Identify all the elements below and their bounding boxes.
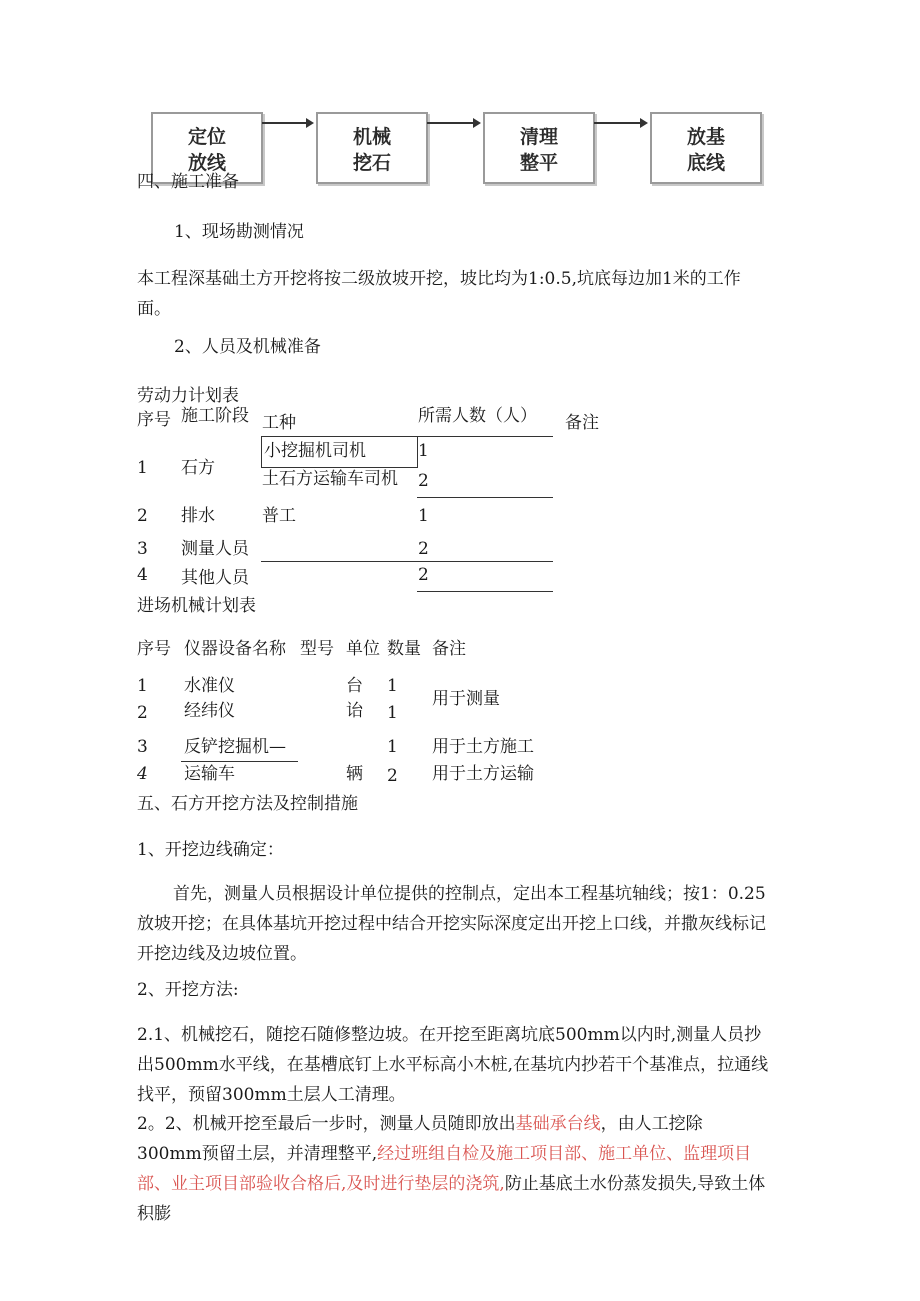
- section4-sub2: 2、人员及机械准备: [174, 337, 321, 357]
- section5-para3: [137, 1109, 773, 1229]
- labor-header-note: 备注: [565, 413, 599, 433]
- labor-row2-no: 2: [137, 506, 148, 526]
- labor-row4-stage: 其他人员: [181, 568, 249, 588]
- flow-step-3-line2: 整平: [519, 152, 558, 174]
- section5-para1: 首先，测量人员根据设计单位提供的控制点，定出本工程基坑轴线；按1：0.25放坡开挖；在具体基坑开挖过程中结合开挖实际深度定出开挖上口线，并撒灰线标记开挖边线及边坡位置。: [137, 884, 766, 964]
- machine-header-name: 仪器设备名称: [184, 639, 286, 659]
- flow-step-2-line1: 机械: [352, 126, 391, 148]
- labor-row1-no: 1: [137, 458, 148, 478]
- machine-header-note: 备注: [432, 639, 466, 659]
- flow-arrow-2: [427, 122, 479, 124]
- labor-row1-count1: 1: [418, 441, 429, 461]
- machine-title: 进场机械计划表: [137, 596, 256, 616]
- section5-heading: 五、石方开挖方法及控制措施: [137, 794, 358, 814]
- labor-header-count: 所需人数（人）: [418, 406, 537, 426]
- machine-row2-qty: 1: [387, 703, 398, 723]
- flow-step-1-line2: 放线: [187, 152, 226, 174]
- machine-row3-qty: 1: [387, 737, 398, 757]
- section5-sub1: 1、开挖边线确定：: [137, 840, 284, 860]
- labor-row2-stage: 排水: [181, 506, 215, 526]
- machine-row4-note: 用于土方运输: [432, 764, 534, 784]
- machine-row3-name: 反铲挖掘机—: [184, 737, 286, 757]
- flow-step-3-line1: 清理: [519, 126, 558, 148]
- machine-header-unit: 单位: [346, 639, 380, 659]
- flow-step-4-line1: 放基: [686, 126, 725, 148]
- labor-row3-count: 2: [418, 539, 429, 559]
- para3-red-inspection: 经过班组自检及施工项目部、施工单位、监理项目部、业主项目部验收合格后,及时进行垫层的浇筑,: [137, 1144, 752, 1194]
- flow-step-1-line1: 定位: [187, 126, 226, 148]
- machine-row2-unit: 诒: [346, 701, 363, 721]
- machine-row4-qty: 2: [387, 766, 398, 786]
- machine-header-no: 序号: [137, 639, 171, 659]
- labor-row2-trade: 普工: [262, 506, 296, 526]
- flow-arrow-3: [594, 122, 646, 124]
- labor-row4-no: 4: [137, 565, 148, 585]
- flow-step-2-line2: 挖石: [352, 152, 391, 174]
- labor-header-rule: [417, 436, 553, 437]
- machine-row3-note: 用于土方施工: [432, 737, 534, 757]
- labor-row3-rule: [261, 561, 553, 562]
- machine-row3-no: 3: [137, 737, 148, 757]
- para3-text-a: 2。2、机械开挖至最后一步时，测量人员随即放出: [137, 1114, 516, 1134]
- labor-row1-trade2: 土石方运输车司机: [262, 469, 398, 489]
- labor-row1-stage: 石方: [181, 458, 215, 478]
- machine-row4-unit: 辆: [346, 764, 363, 784]
- flow-step-3: [483, 112, 595, 184]
- para3-text-b: ，由人工挖除: [600, 1114, 703, 1134]
- flow-step-2: [316, 112, 428, 184]
- labor-header-no: 序号: [137, 410, 171, 430]
- machine-row2-no: 2: [137, 703, 148, 723]
- section5-sub2: 2、开挖方法:: [137, 980, 239, 1000]
- machine-header-qty: 数量: [387, 639, 421, 659]
- flow-step-4-line2: 底线: [686, 152, 725, 174]
- labor-header-stage: 施工阶段: [181, 406, 249, 426]
- labor-title: 劳动力计划表: [137, 386, 239, 406]
- machine-row1-name: 水准仪: [184, 676, 235, 696]
- para3-red-foundation: 基础承台线: [515, 1114, 601, 1134]
- section4-para1: 本工程深基础土方开挖将按二级放坡开挖，坡比均为1:0.5,坑底每边加1米的工作面。: [137, 269, 741, 319]
- machine-header-model: 型号: [300, 639, 334, 659]
- labor-header-trade: 工种: [262, 413, 296, 433]
- flow-arrow-1: [262, 122, 312, 124]
- machine-row1-qty: 1: [387, 676, 398, 696]
- labor-row1-count2: 2: [418, 471, 429, 491]
- section4-heading: 四、施工准备: [137, 172, 239, 192]
- machine-row1-unit: 台: [346, 676, 363, 696]
- para3-text-d: 防止基底土水份蒸发损失,导致土体积膨: [137, 1174, 766, 1224]
- machine-row1-no: 1: [137, 676, 148, 696]
- labor-row4-rule: [417, 591, 553, 592]
- section5-para2: 2.1、机械挖石，随挖石随修整边坡。在开挖至距离坑底500mm以内时,测量人员抄出500mm水平线，在基槽底钉上水平标高小木桩,在基坑内抄若干个基准点，拉通线找平，预留300mm土层人工清理。: [137, 1025, 769, 1105]
- machine-row3-rule: [181, 761, 298, 762]
- labor-row2-count: 1: [418, 506, 429, 526]
- flow-step-4: [650, 112, 762, 184]
- machine-row4-no: 4: [137, 764, 148, 784]
- labor-row4-count: 2: [418, 565, 429, 585]
- machine-row4-name: 运输车: [184, 764, 235, 784]
- machine-row2-name: 经纬仪: [184, 701, 235, 721]
- labor-row1-trade1: 小挖掘机司机: [264, 441, 366, 461]
- labor-row1-rule: [417, 497, 553, 498]
- labor-row3-no: 3: [137, 539, 148, 559]
- labor-row3-stage: 测量人员: [181, 539, 249, 559]
- machine-merged-note: 用于测量: [432, 689, 500, 709]
- para3-text-c: 300mm预留土层，并清理整平,: [137, 1144, 378, 1164]
- section4-sub1: 1、现场勘测情况: [174, 222, 304, 242]
